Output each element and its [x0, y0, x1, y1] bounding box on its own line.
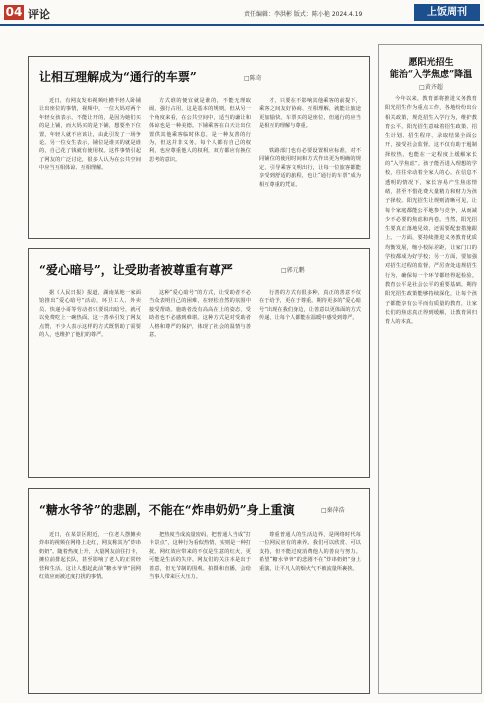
- article-title: “糖水爷爷”的悲剧，不能在“炸串奶奶”身上重演: [39, 503, 295, 517]
- article-1: [28, 56, 370, 239]
- sidebar-title-line-2: 能治“入学焦虑”降温: [389, 70, 473, 80]
- page-number: 04: [5, 5, 23, 19]
- article-author: □秦萍浩: [321, 507, 345, 514]
- article-column-3-continued: 铁路部门也有必要设置相应标准，对不同铺位的使用时间和方式作出更为明确的规定，引导乘客文明出行，让每一位旅客都能享受到舒适的旅程，也让“通行的车票”成为相互尊重的凭证。: [259, 148, 361, 188]
- sidebar-author: □黄齐超: [419, 84, 443, 91]
- article-column-1: 据《人民日报》报道，湖南某地一家面馆推出“爱心暗号”活动，环卫工人、外卖员、快递小哥等劳动者只要说出暗号，就可以免费吃上一碗热面。这一善举引发了网友点赞，不少人表示这样的方式既帮助了需要的人，也维护了他们的尊严。: [39, 290, 141, 339]
- sidebar-body: 今年以来，教育部将推进义务教育阳光招生作为重点工作，各地纷纷出台相关政策，规范招生入学行为，维护教育公平。阳光招生意味着招生政策、招生计划、招生程序、录取结果全面公开，接受社会监督。这不仅有助于遏制择校热，也能在一定程度上缓解家长的“入学焦虑”。孩子能否进入理想的学校，往往牵动着全家人的心。在信息不透明的情况下，家长容易产生焦虑情绪，甚至不惜花费大量精力和财力为孩子择校。阳光招生让规则清晰可见，让每个家庭都能公平地参与竞争，从而减少不必要的焦虑和内卷。当然，阳光招生要真正落地见效，还需要配套措施跟上。一方面，要持续推进义务教育优质均衡发展，缩小校际差距，让家门口的学校都成为好学校；另一方面，要加强对招生过程的监督，严厉查处违规招生行为，确保每一个环节都经得起检验。教育公平是社会公平的重要基础。期待阳光招生政策能够持续深化，让每个孩子都能享有公平而有质量的教育，让家长们的焦虑真正得到缓解，让教育回归育人的本真。: [385, 96, 477, 326]
- section-title: 评论: [28, 8, 50, 21]
- article-column-1: 近日，有网友发布视频吐槽半轻人卧铺让出座位的事情，视频中，一位大妈对两个年轻女孩表示，不能让开的，是因为她们买的是上铺，而大妈买的是下铺，想要坐下位置，年轻人就不应该让，由此引发了一场争论。另一位女生表示，铺位是谁买的就是谁的，自己花了钱就有使用权。这件事情引起了网友的广泛讨论，很多人认为在公共空间中应当互相体谅、互相理解。: [39, 98, 141, 172]
- article-column-1: 近日，在某景区附近，一位老人摆摊卖炸串的视频在网络上走红，网友称其为“炸串奶奶”。随着热度上升，大量网友前往打卡，摊位前排起长队，甚至影响了老人的正常经营和生活。这让人想起此前“糖水爷爷”因网红效应而被过度打扰的事情。: [39, 532, 141, 581]
- header-divider: [0, 24, 484, 26]
- article-column-3: 尊重普通人的生活边界，是网络时代每一位网民应有的素养。我们可以欣赏、可以支持，但不能过度消费他人的善良与努力。希望“糖水爷爷”的悲剧不在“炸串奶奶”身上重演，让平凡人的烟火气不被流量所裹挟。: [259, 532, 361, 572]
- page-header: [0, 0, 484, 24]
- article-2: [28, 248, 370, 478]
- article-3: [28, 488, 370, 694]
- article-title: “爱心暗号”，让受助者被尊重有尊严: [39, 263, 233, 277]
- article-column-3: 行善的方式有很多种，真正的善意不仅在于给予，更在于尊重。期待更多的“爱心暗号”出现在我们身边，让善意以更体面的方式传递，让每个人都能在温暖中感受到尊严。: [259, 290, 361, 322]
- sidebar-article: [378, 44, 482, 694]
- newspaper-brand: 上饭周刊: [414, 4, 480, 21]
- article-title: 让相互理解成为“通行的车票”: [39, 70, 197, 84]
- article-column-2: 方式谁的便宜就是谁的，不能无理取闹、强行占用，这是基本的规则。但从另一个角度来看，在公共空间中，适当的谦让和体谅也是一种美德。下铺乘客在白天让出位置供其他乘客临时休息，是一种友善的行为，但这并非义务。每个人都有自己的权利，也应尊重他人的权利，双方都应有换位思考的意识。: [149, 98, 251, 163]
- editor-credits: 责任编辑：李洪彬 版式：陈小艳 2024.4.19: [244, 11, 363, 18]
- article-column-3: 才，只要在不影响其他乘客的前提下，乘客之间友好协商、互相理解，就能让旅途更加愉快。车票买的是座位，但通行的应当是相互的理解与尊重。: [259, 98, 361, 130]
- article-author: □郭元鹏: [281, 267, 305, 274]
- article-column-2: 把热度当成流量密码，把普通人当成“打卡景点”，这种行为看似热情，实则是一种打扰。网红效应带来的不仅是生意的红火，更可能是生活的失序。网友们的关注本是出于善意，但无节制的围观、拍摄和直播，会给当事人带来巨大压力。: [149, 532, 251, 581]
- article-column-2: 这种“爱心暗号”的方式，让受助者不必当众表明自己的困难，在轻松自然的氛围中接受帮助。施助者没有高高在上的姿态，受助者也不必感到难堪。这种方式是对受助者人格和尊严的保护，体现了社会的温情与善意。: [149, 290, 251, 339]
- sidebar-title-line-1: 愿阳光招生: [408, 58, 454, 68]
- article-author: □陈奇: [244, 75, 262, 82]
